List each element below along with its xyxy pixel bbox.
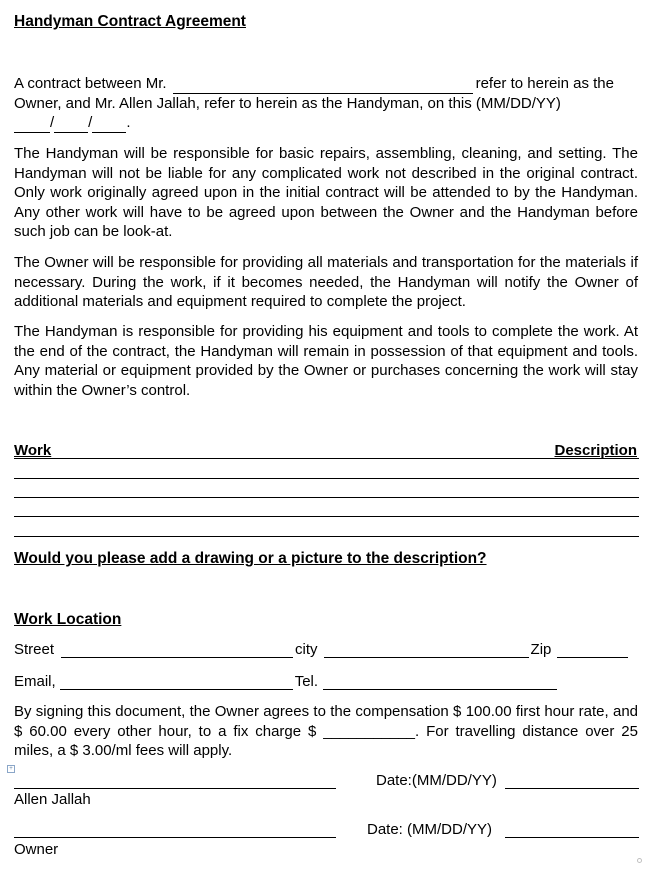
email-field[interactable] bbox=[60, 674, 293, 690]
handyman-date-label: Date:(MM/DD/YY) bbox=[376, 772, 497, 789]
intro-line-1 bbox=[14, 74, 638, 94]
owner-signature-line[interactable] bbox=[14, 837, 336, 838]
paragraph-responsibilities: The Handyman will be responsible for basic repairs, assembling, cleaning, and setting. The Handyman will not be liable for any complicated work not described in the original contract. Only work originally agreed upon in the initial contract will be attended to by the Handyman. Any other work will have to be agreed upon between the Owner and the Handyman before such job can be look-at. bbox=[14, 145, 638, 240]
zip-label: Zip bbox=[530, 641, 552, 658]
handyman-signature-line[interactable] bbox=[14, 788, 336, 789]
paragraph-materials: The Owner will be responsible for providing all materials and transportation for the materials if necessary. During the work, if it becomes needed, the Handyman will notify the Owner of additional materials and equipment required to complete the project. bbox=[14, 254, 638, 310]
owner-date-label: Date: (MM/DD/YY) bbox=[367, 821, 493, 838]
work-description-header-line bbox=[14, 458, 639, 459]
city-label: city bbox=[295, 641, 318, 658]
work-label: Work bbox=[14, 442, 52, 459]
drawing-prompt: Would you please add a drawing or a picture to the description? bbox=[14, 550, 487, 567]
compensation-paragraph: By signing this document, the Owner agrees to the compensation $ 100.00 first hour rate, and $ 60.00 every other hour, to a fix charge $ ___________. For travelling distance over 25 miles, a $ 3.00/ml fees will apply. bbox=[14, 703, 638, 759]
handyman-name: Allen Jallah bbox=[14, 791, 91, 808]
email-label: Email, bbox=[14, 673, 56, 690]
work-line-1[interactable] bbox=[14, 478, 639, 479]
table-move-handle-icon[interactable]: + bbox=[7, 765, 15, 773]
date-year-field[interactable] bbox=[92, 117, 126, 133]
document-title: Handyman Contract Agreement bbox=[14, 13, 246, 30]
corner-marker bbox=[637, 858, 642, 863]
work-line-2[interactable] bbox=[14, 497, 639, 498]
owner-date-line[interactable] bbox=[505, 837, 639, 838]
street-label: Street bbox=[14, 641, 55, 658]
zip-field[interactable] bbox=[557, 642, 628, 658]
handyman-date-line[interactable] bbox=[505, 788, 639, 789]
paragraph-equipment: The Handyman is responsible for providing his equipment and tools to complete the work. At the end of the contract, the Handyman will remain in possession of that equipment and tools. Any material or equipment provided by the Owner or purchases concerning the work will stay within the Owner’s control. bbox=[14, 323, 638, 399]
intro-paragraph bbox=[14, 74, 638, 133]
date-end: . bbox=[126, 114, 131, 131]
date-month-field[interactable] bbox=[14, 117, 50, 133]
owner-name-field[interactable] bbox=[173, 78, 473, 94]
owner-name: Owner bbox=[14, 841, 59, 858]
tel-label: Tel. bbox=[294, 673, 319, 690]
intro-date-line bbox=[14, 113, 638, 133]
date-day-field[interactable] bbox=[54, 117, 88, 133]
work-location-heading: Work Location bbox=[14, 611, 122, 628]
street-field[interactable] bbox=[61, 642, 293, 658]
city-field[interactable] bbox=[324, 642, 529, 658]
description-label: Description bbox=[554, 442, 637, 459]
work-line-4[interactable] bbox=[14, 536, 639, 537]
work-line-3[interactable] bbox=[14, 516, 639, 517]
contact-row bbox=[14, 673, 557, 690]
intro-text-a: A contract between Mr. bbox=[14, 75, 167, 92]
intro-text-b: refer to herein as the bbox=[475, 75, 614, 92]
intro-line-2: Owner, and Mr. Allen Jallah, refer to herein as the Handyman, on this (MM/DD/YY) bbox=[14, 94, 561, 112]
date-separator-1: / bbox=[50, 114, 55, 131]
tel-field[interactable] bbox=[323, 674, 557, 690]
address-row bbox=[14, 641, 628, 658]
date-separator-2: / bbox=[88, 114, 93, 131]
